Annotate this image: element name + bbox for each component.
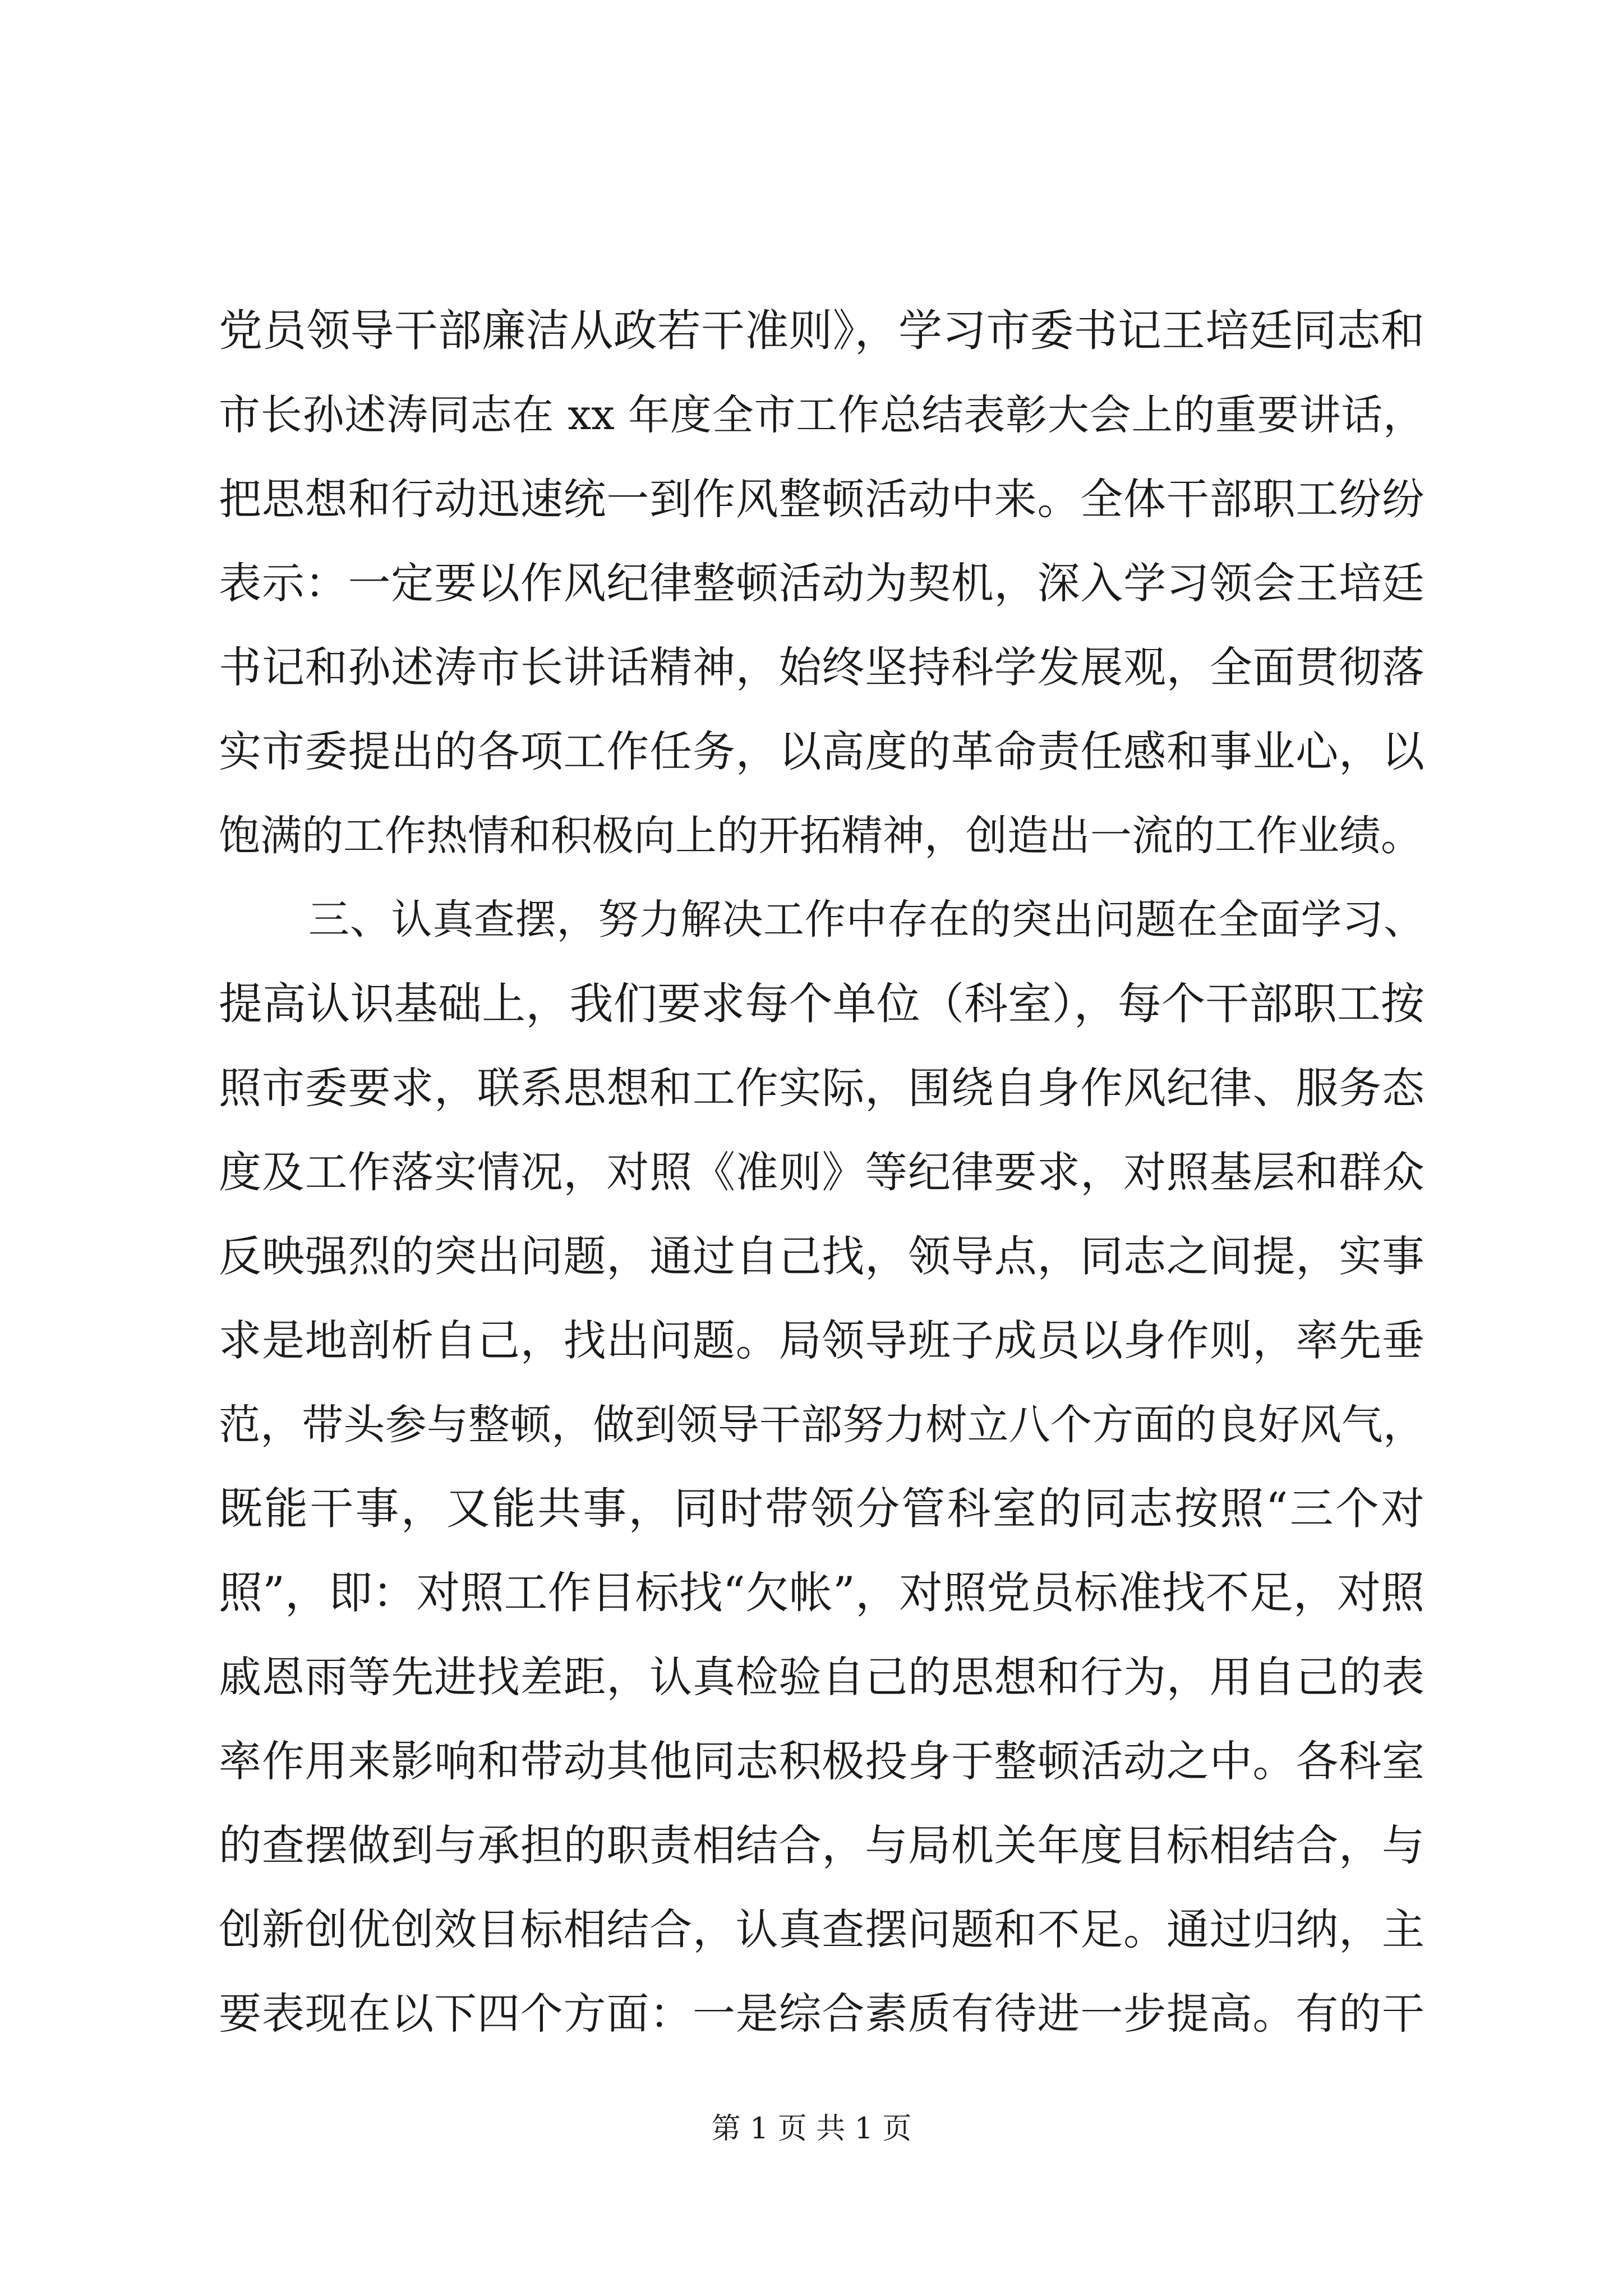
text-line: 实市委提出的各项工作任务，以高度的革命责任感和事业心，以 xyxy=(219,726,1424,776)
page-footer: 第 1 页 共 1 页 xyxy=(711,2112,912,2146)
text-line: 照市委要求，联系思想和工作实际，围绕自身作风纪律、服务态 xyxy=(219,1063,1424,1113)
text-line: 范，带头参与整顿，做到领导干部努力树立八个方面的良好风气， xyxy=(219,1401,1424,1449)
section-heading-line: 三、认真查摆，努力解决工作中存在的突出问题在全面学习、 xyxy=(308,896,1424,944)
text-line: 照”，即：对照工作目标找“欠帐”，对照党员标准找不足，对照 xyxy=(219,1568,1424,1618)
text-line: 饱满的工作热情和积极向上的开拓精神，创造出一流的工作业绩。 xyxy=(219,812,1422,860)
text-line: 把思想和行动迅速统一到作风整顿活动中来。全体干部职工纷纷 xyxy=(219,474,1424,524)
text-line: 率作用来影响和带动其他同志积极投身于整顿活动之中。各科室 xyxy=(219,1736,1424,1786)
text-line: 既能干事，又能共事，同时带领分管科室的同志按照“三个对 xyxy=(219,1484,1424,1534)
text-line: 书记和孙述涛市长讲话精神，始终坚持科学发展观，全面贯彻落 xyxy=(219,642,1424,692)
text-line: 表示：一定要以作风纪律整顿活动为契机，深入学习领会王培廷 xyxy=(219,558,1424,608)
text-line: 度及工作落实情况，对照《准则》等纪律要求，对照基层和群众 xyxy=(219,1147,1424,1197)
text-line: 反映强烈的突出问题，通过自己找，领导点，同志之间提，实事 xyxy=(219,1231,1424,1281)
text-line: 戚恩雨等先进找差距，认真检验自己的思想和行为，用自己的表 xyxy=(219,1652,1424,1702)
text-line: 要表现在以下四个方面：一是综合素质有待进一步提高。有的干 xyxy=(219,1989,1424,2039)
text-line: 求是地剖析自己，找出问题。局领导班子成员以身作则，率先垂 xyxy=(219,1315,1424,1365)
text-line: 提高认识基础上，我们要求每个单位（科室），每个干部职工按 xyxy=(219,979,1424,1029)
text-line: 创新创优创效目标相结合，认真查摆问题和不足。通过归纳，主 xyxy=(219,1904,1424,1954)
text-line: 党员领导干部廉洁从政若干准则》，学习市委书记王培廷同志和 xyxy=(219,306,1424,356)
text-line: 的查摆做到与承担的职责相结合，与局机关年度目标相结合，与 xyxy=(219,1820,1424,1870)
text-line: 市长孙述涛同志在 xx 年度全市工作总结表彰大会上的重要讲话， xyxy=(219,391,1424,439)
